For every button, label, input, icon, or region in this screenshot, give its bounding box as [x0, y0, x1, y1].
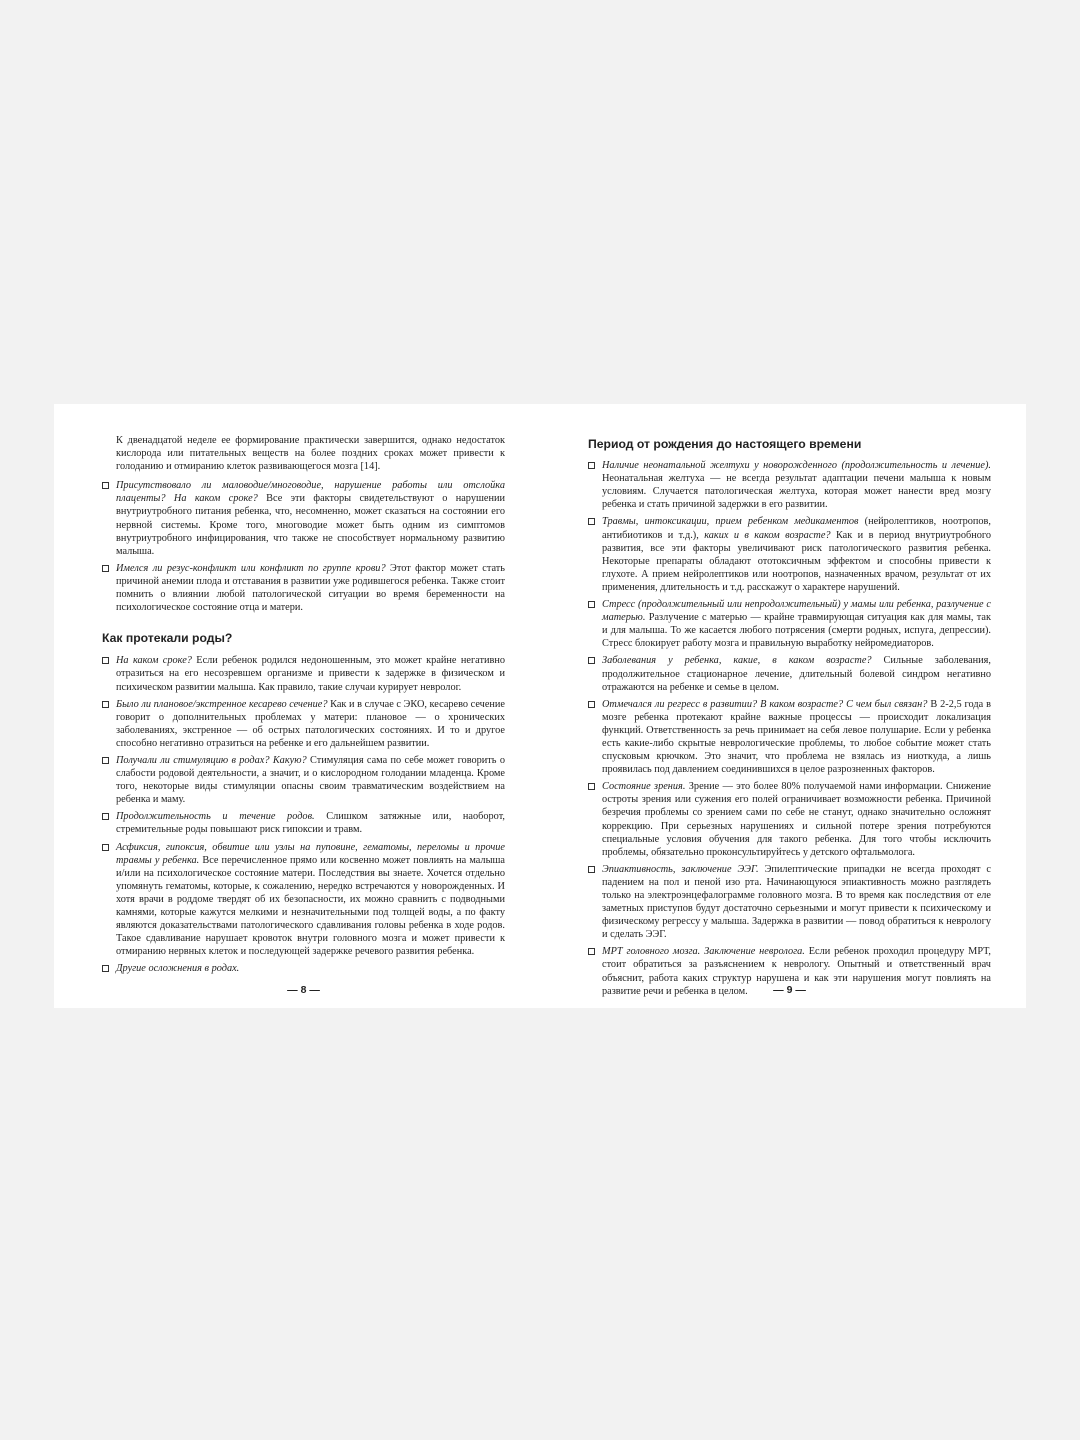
right-page — [588, 434, 991, 1000]
list-item: Наличие неонатальной желтухи у новорожденного (продолжительность и лечение). Неонатальная желтуха — не всегда результат адаптации печени малыша к новым условиям. Случается патологическая желтуха, которая может нанести вред мозгу ребенка и стать причиной задержки в его развитии. — [588, 459, 991, 511]
list-item: Стресс (продолжительный или непродолжительный) у мамы или ребенка, разлучение с матерью. Разлучение с матерью — крайне травмирующая ситуация как для мамы, так и для малыша. То же касается любого потрясения (смерти родных, испуга, депрессии). Стресс блокирует работу мозга и правильную выработку нейромедиаторов. — [588, 598, 991, 650]
checkbox-bullet-icon — [102, 844, 109, 851]
checkbox-bullet-icon — [102, 813, 109, 820]
checkbox-bullet-icon — [102, 701, 109, 708]
checkbox-bullet-icon — [588, 701, 595, 708]
book-spread — [54, 404, 1026, 1008]
checkbox-bullet-icon — [102, 482, 109, 489]
checkbox-bullet-icon — [588, 601, 595, 608]
list-item: Асфиксия, гипоксия, обвитие или узлы на пуповине, гематомы, переломы и прочие травмы у ребенка. Все перечисленное прямо или косвенно может повлиять на малыша и/или на психологическое состояние матери. Последствия вы знаете. Хочется отдельно упомянуть гематомы, которые, к сожалению, нередко встречаются у новорожденных. И хотя врачи в роддоме твердят об их безопасности, их можно сравнить с подводными камнями, которые кажутся мелкими и незначительными под толщей воды, а по факту являются доказательствами патологического сдавливания головы ребенка в ходе родов. Такое сдавливание нарушает кровоток внутри головного мозга и может привести к отмиранию нервных клеток и последующей задержке речевого развития ребенка. — [102, 841, 505, 959]
list-item: Заболевания у ребенка, какие, в каком возрасте? Сильные заболевания, продолжительное стационарное лечение, длительный болевой синдром негативно отражаются на ребенке и семье в целом. — [588, 654, 991, 693]
left-page — [102, 434, 505, 1000]
checkbox-bullet-icon — [102, 965, 109, 972]
list-item: Имелся ли резус-конфликт или конфликт по группе крови? Этот фактор может стать причиной анемии плода и отставания в развитии уже родившегося ребенка. Также стоит помнить о влиянии любой патологической ситуации во время беременности на психологическое состояние отца и матери. — [102, 562, 505, 614]
checkbox-bullet-icon — [588, 866, 595, 873]
section-heading-period: Период от рождения до настоящего времени — [588, 437, 862, 451]
list-item: На каком сроке? Если ребенок родился недоношенным, это может крайне негативно отразиться на его несозревшем организме и привести к задержке в физическом и психическом развитии малыша. Как правило, такие случаи курирует невролог. — [102, 654, 505, 693]
list-item: Присутствовало ли маловодие/многоводие, нарушение работы или отслойка плаценты? На каком сроке? Все эти факторы свидетельствуют о нарушении внутриутробного питания ребенка, что, несомненно, может сказаться на состоянии его нервной системы. Кроме того, многоводие может быть одним из симптомов внутриутробного инфицирования, что также не способствует нормальному развитию малыша. — [102, 479, 505, 558]
section-heading-births: Как протекали роды? — [102, 631, 233, 646]
list-item: МРТ головного мозга. Заключение невролога. Если ребенок проходил процедуру МРТ, стоит обратиться за разъяснением к неврологу. Опытный и ответственный врач объяснит, работа каких структур нарушена и как эти нарушения могут повлиять на развитие речи и ребенка в целом. — [588, 945, 991, 997]
checkbox-bullet-icon — [588, 518, 595, 525]
page-number: — 8 — — [287, 984, 320, 996]
checkbox-bullet-icon — [588, 462, 595, 469]
list-item: Состояние зрения. Зрение — это более 80% получаемой нами информации. Снижение остроты зрения или сужения его полей ограничивает возможности ребенка. Причиной безречия проблемы со зрением сами по себе не станут, однако значительно осложнят коррекцию. При серьезных нарушениях и сильной потере зрения потребуются специальные условия обучения для такого ребенка. Для того чтобы исключить проблемы, обязательно проконсультируйтесь у детского офтальмолога. — [588, 780, 991, 859]
list-item: Травмы, интоксикации, прием ребенком медикаментов (нейролептиков, ноотропов, антибиотиков и т.д.), каких и в каком возрасте? Как и в период внутриутробного развития, все эти факторы увеличивают риск патологического развития ребенка. Некоторые препараты обладают ототоксичным эффектом и способны привести к глухоте. А прием нейролептиков или ноотропов, назначенных врачом, результат от их применения, длительность и т.д. расскажут о характере нарушений. — [588, 515, 991, 594]
list-item: Было ли плановое/экстренное кесарево сечение? Как и в случае с ЭКО, кесарево сечение говорит о дополнительных проблемах у матери: плановое — о хронических заболеваниях, экстренное — об острых патологических состояниях. И то и другое способно негативно отразиться на ребенке и его дальнейшем развитии. — [102, 698, 505, 750]
checkbox-bullet-icon — [102, 565, 109, 572]
checkbox-bullet-icon — [588, 657, 595, 664]
list-item: Продолжительность и течение родов. Слишком затяжные или, наоборот, стремительные роды повышают риск гипоксии и травм. — [102, 810, 505, 836]
checkbox-bullet-icon — [588, 783, 595, 790]
list-item: Эпиактивность, заключение ЭЭГ. Эпилептические припадки не всегда проходят с падением на пол и пеной изо рта. Начинающуюся эпиактивность можно разглядеть только на электроэнцефалограмме головного мозга. В то время как последствия от еле заметных приступов будут достаточно серьезными и могут привести к психическому и физическому регрессу у малыша. Задержка в развитии — повод обратиться к неврологу и сделать ЭЭГ. — [588, 863, 991, 942]
list-item: Другие осложнения в родах. — [102, 962, 505, 975]
intro-paragraph: К двенадцатой неделе ее формирование практически завершится, однако недостаток кислорода или питательных веществ на более поздних сроках может привести к голоданию и отмиранию клеток развивающегося мозга [14]. — [116, 435, 505, 473]
list-item: Получали ли стимуляцию в родах? Какую? Стимуляция сама по себе может говорить о слабости родовой деятельности, а значит, и о кислородном голодании младенца. Кроме того, некоторые виды стимуляции опасны своим травматическим воздействием на ребенка и маму. — [102, 754, 505, 806]
list-item: Отмечался ли регресс в развитии? В каком возрасте? С чем был связан? В 2-2,5 года в мозге ребенка протекают крайне важные процессы — происходит локализация функций. Ответственность за речь принимает на себя левое полушарие. Если у ребенка есть какие-либо скрытые неврологические проблемы, то любое событие может стать спусковым крючком. Это значит, что проблема не взялась из ниоткуда, а лишь проявилась под давлением соединившихся в целое разрозненных факторов. — [588, 698, 991, 777]
checkbox-bullet-icon — [102, 657, 109, 664]
checkbox-bullet-icon — [588, 948, 595, 955]
checkbox-bullet-icon — [102, 757, 109, 764]
page-number: — 9 — — [773, 984, 806, 996]
